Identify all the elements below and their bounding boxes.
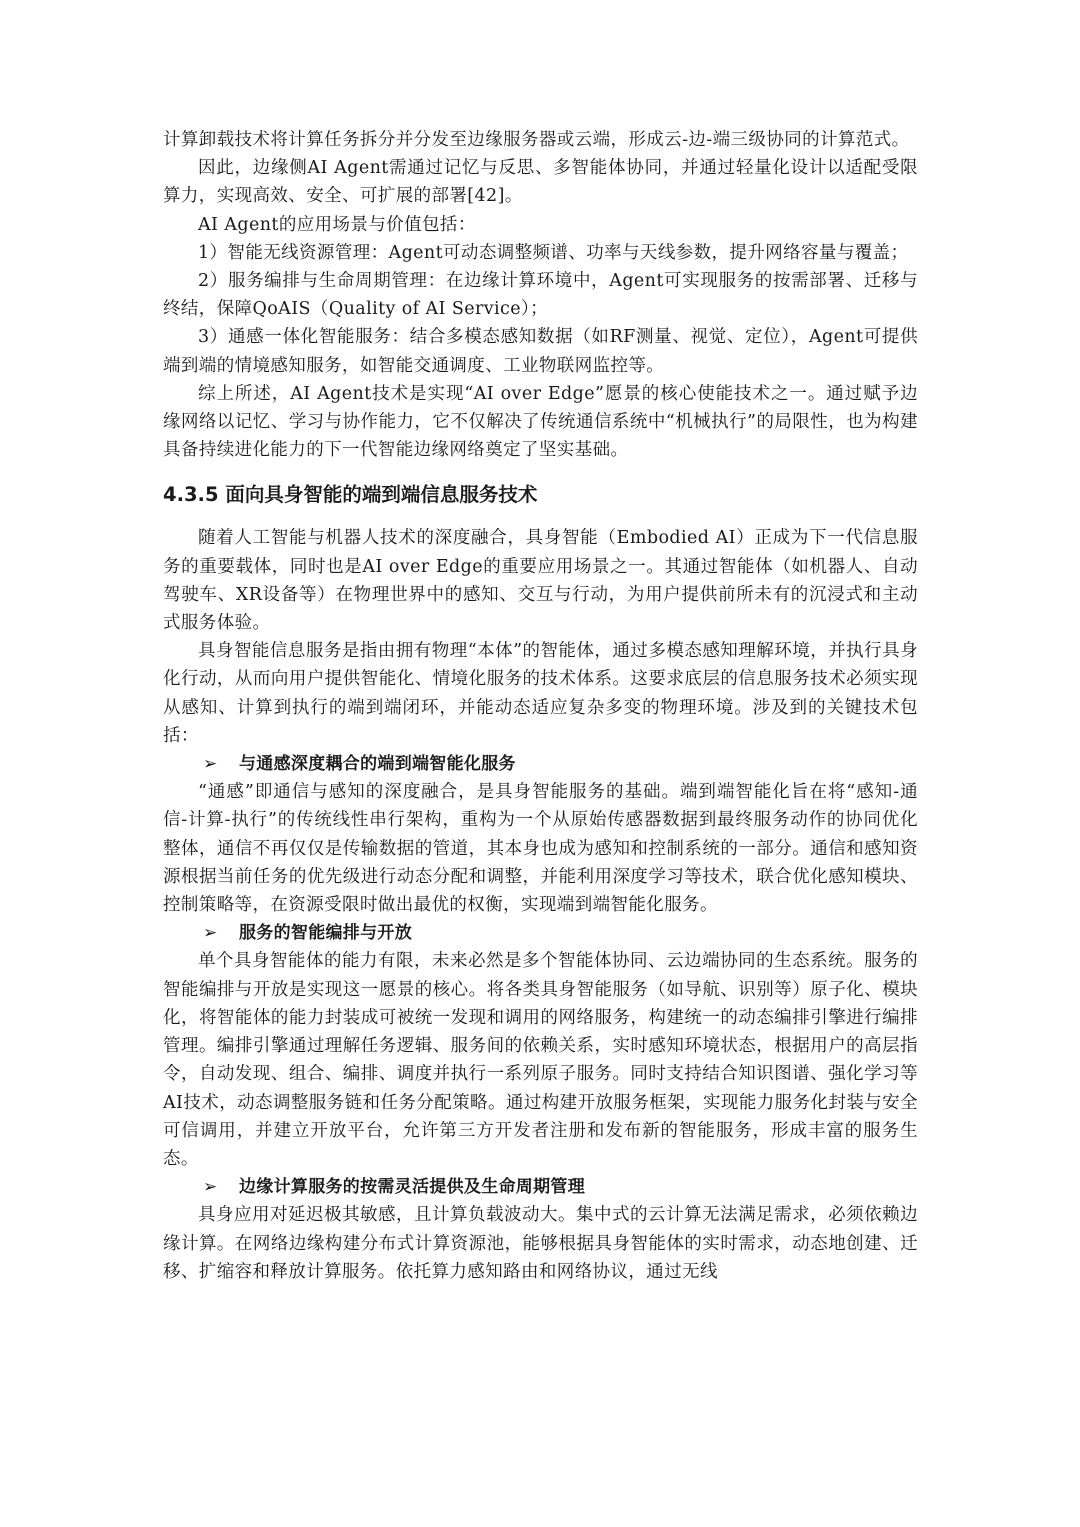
paragraph-scenario-2: 2）服务编排与生命周期管理：在边缘计算环境中，Agent可实现服务的按需部署、迁移与终结，保障QoAIS（Quality of AI Service）； [163,271,918,320]
bullet-title: 服务的智能编排与开放 [239,923,412,944]
bullet-heading-2 [163,919,918,947]
paragraph-scenario-1: 1）智能无线资源管理：Agent可动态调整频谱、功率与天线参数，提升网络容量与覆盖； [198,242,909,263]
paragraph-continuation: 计算卸载技术将计算任务拆分并分发至边缘服务器或云端，形成云-边-端三级协同的计算范式。 [163,130,910,150]
section-number: 4.3.5 [163,483,219,507]
document-page [163,126,918,1286]
paragraph-embodied-intro: 随着人工智能与机器人技术的深度融合，具身智能（Embodied AI）正成为下一代信息服务的重要载体，同时也是AI over Edge的重要应用场景之一。其通过智能体（如机器人、自动驾驶车、XR设备等）在物理世界中的感知、交互与行动，为用户提供前所未有的沉浸式和主动式服务体验。 [163,528,918,634]
arrow-bullet-icon: ➢ [203,754,218,775]
bullet-title: 边缘计算服务的按需灵活提供及生命周期管理 [239,1177,585,1198]
paragraph-summary: 综上所述，AI Agent技术是实现“AI over Edge”愿景的核心使能技术之一。通过赋予边缘网络以记忆、学习与协作能力，它不仅解决了传统通信系统中“机械执行”的局限性，也为构建具备持续进化能力的下一代智能边缘网络奠定了坚实基础。 [163,383,918,461]
bullet-body-1: “通感”即通信与感知的深度融合，是具身智能服务的基础。端到端智能化旨在将“感知-通信-计算-执行”的传统线性串行架构，重构为一个从原始传感器数据到最终服务动作的协同优化整体，通信不再仅仅是传输数据的管道，其本身也成为感知和控制系统的一部分。通信和感知资源根据当前任务的优先级进行动态分配和调整，并能利用深度学习等技术，联合优化感知模块、控制策略等，在资源受限时做出最优的权衡，实现端到端智能化服务。 [163,782,918,916]
section-title: 面向具身智能的端到端信息服务技术 [225,483,538,507]
bullet-body-3: 具身应用对延迟极其敏感，且计算负载波动大。集中式的云计算无法满足需求，必须依赖边缘计算。在网络边缘构建分布式计算资源池，能够根据具身智能体的实时需求，动态地创建、迁移、扩缩容和释放计算服务。依托算力感知路由和网络协议，通过无线 [163,1205,918,1282]
bullet-body-2: 单个具身智能体的能力有限，未来必然是多个智能体协同、云边端协同的生态系统。服务的智能编排与开放是实现这一愿景的核心。将各类具身智能服务（如导航、识别等）原子化、模块化，将智能体的能力封装成可被统一发现和调用的网络服务，构建统一的动态编排引擎进行编排管理。编排引擎通过理解任务逻辑、服务间的依赖关系，实时感知环境状态，根据用户的高层指令，自动发现、组合、编排、调度并执行一系列原子服务。同时支持结合知识图谱、强化学习等AI技术，动态调整服务链和任务分配策略。通过构建开放服务框架，实现能力服务化封装与安全可信调用，并建立开放平台，允许第三方开发者注册和发布新的智能服务，形成丰富的服务生态。 [163,951,918,1169]
section-heading [163,480,918,510]
paragraph-scenarios-intro: AI Agent的应用场景与价值包括： [198,214,476,235]
bullet-heading-3 [163,1173,918,1201]
paragraph-edge-agent: 因此，边缘侧AI Agent需通过记忆与反思、多智能体协同，并通过轻量化设计以适配受限算力，实现高效、安全、可扩展的部署[42]。 [163,158,918,207]
bullet-heading-1 [163,750,918,778]
arrow-bullet-icon: ➢ [203,923,218,944]
paragraph-scenario-3: 3）通感一体化智能服务：结合多模态感知数据（如RF测量、视觉、定位），Agent可提供端到端的情境感知服务，如智能交通调度、工业物联网监控等。 [163,327,918,376]
arrow-bullet-icon: ➢ [203,1177,218,1198]
paragraph-embodied-definition: 具身智能信息服务是指由拥有物理“本体”的智能体，通过多模态感知理解环境，并执行具身化行动，从而向用户提供智能化、情境化服务的技术体系。这要求底层的信息服务技术必须实现从感知、计算到执行的端到端闭环，并能动态适应复杂多变的物理环境。涉及到的关键技术包括： [163,641,918,746]
bullet-title: 与通感深度耦合的端到端智能化服务 [239,754,516,775]
